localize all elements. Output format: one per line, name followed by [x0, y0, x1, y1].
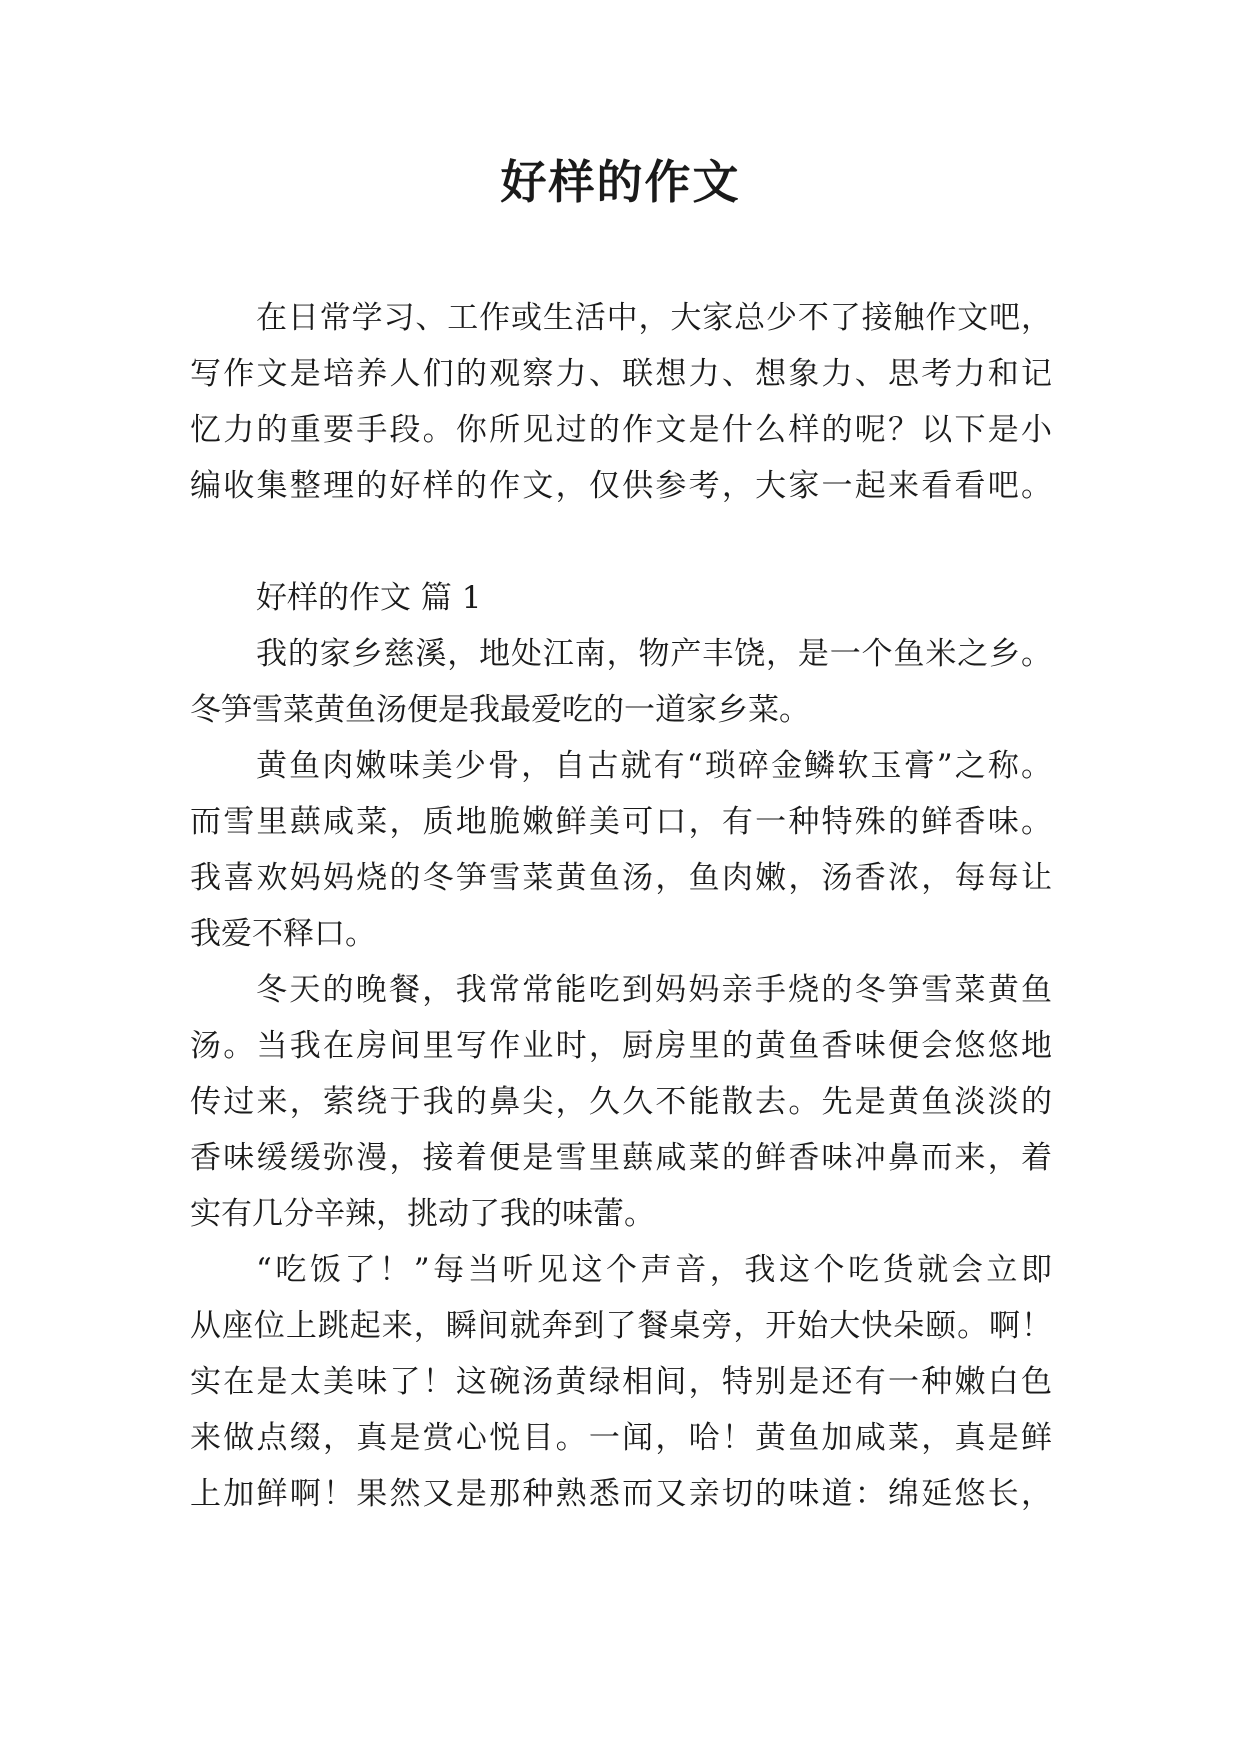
body-paragraph	[190, 626, 1052, 738]
text-line: 写作文是培养人们的观察力、联想力、想象力、思考力和记	[190, 356, 1052, 392]
section-heading: 好样的作文 篇 1	[256, 580, 482, 616]
document-title: 好样的作文	[500, 155, 741, 209]
intro-paragraph	[190, 290, 1052, 514]
text-line: 实在是太美味了！这碗汤黄绿相间，特别是还有一种嫩白色	[190, 1364, 1052, 1400]
body-paragraph	[190, 738, 1052, 962]
text-line: 我爱不释口。	[190, 916, 376, 952]
text-line: 而雪里蕻咸菜，质地脆嫩鲜美可口，有一种特殊的鲜香味。	[190, 804, 1052, 840]
text-line: 上加鲜啊！果然又是那种熟悉而又亲切的味道：绵延悠长，	[190, 1476, 1052, 1512]
spacer	[190, 514, 1052, 570]
text-line: 香味缓缓弥漫，接着便是雪里蕻咸菜的鲜香味冲鼻而来，着	[190, 1140, 1052, 1176]
text-line: 实有几分辛辣，挑动了我的味蕾。	[190, 1196, 655, 1232]
body-paragraph	[190, 962, 1052, 1242]
text-line: 我喜欢妈妈烧的冬笋雪菜黄鱼汤，鱼肉嫩，汤香浓，每每让	[190, 860, 1052, 896]
body-paragraph	[190, 1242, 1052, 1522]
text-line: 来做点缀，真是赏心悦目。一闻，哈！黄鱼加咸菜，真是鲜	[190, 1420, 1052, 1456]
text-line: 冬天的晚餐，我常常能吃到妈妈亲手烧的冬笋雪菜黄鱼	[256, 972, 1052, 1008]
text-line: 忆力的重要手段。你所见过的作文是什么样的呢？以下是小	[190, 412, 1052, 448]
text-line: 编收集整理的好样的作文，仅供参考，大家一起来看看吧。	[190, 468, 1052, 504]
text-line: “吃饭了！”每当听见这个声音，我这个吃货就会立即	[256, 1252, 1052, 1288]
text-line: 黄鱼肉嫩味美少骨，自古就有“琐碎金鳞软玉膏”之称。	[256, 748, 1052, 784]
text-line: 冬笋雪菜黄鱼汤便是我最爱吃的一道家乡菜。	[190, 692, 810, 728]
text-line: 从座位上跳起来，瞬间就奔到了餐桌旁，开始大快朵颐。啊！	[190, 1308, 1052, 1344]
text-line: 我的家乡慈溪，地处江南，物产丰饶，是一个鱼米之乡。	[256, 636, 1052, 672]
text-line: 汤。当我在房间里写作业时，厨房里的黄鱼香味便会悠悠地	[190, 1028, 1052, 1064]
document-body	[190, 290, 1052, 1522]
text-line: 在日常学习、工作或生活中，大家总少不了接触作文吧，	[256, 300, 1052, 336]
text-line: 传过来，萦绕于我的鼻尖，久久不能散去。先是黄鱼淡淡的	[190, 1084, 1052, 1120]
